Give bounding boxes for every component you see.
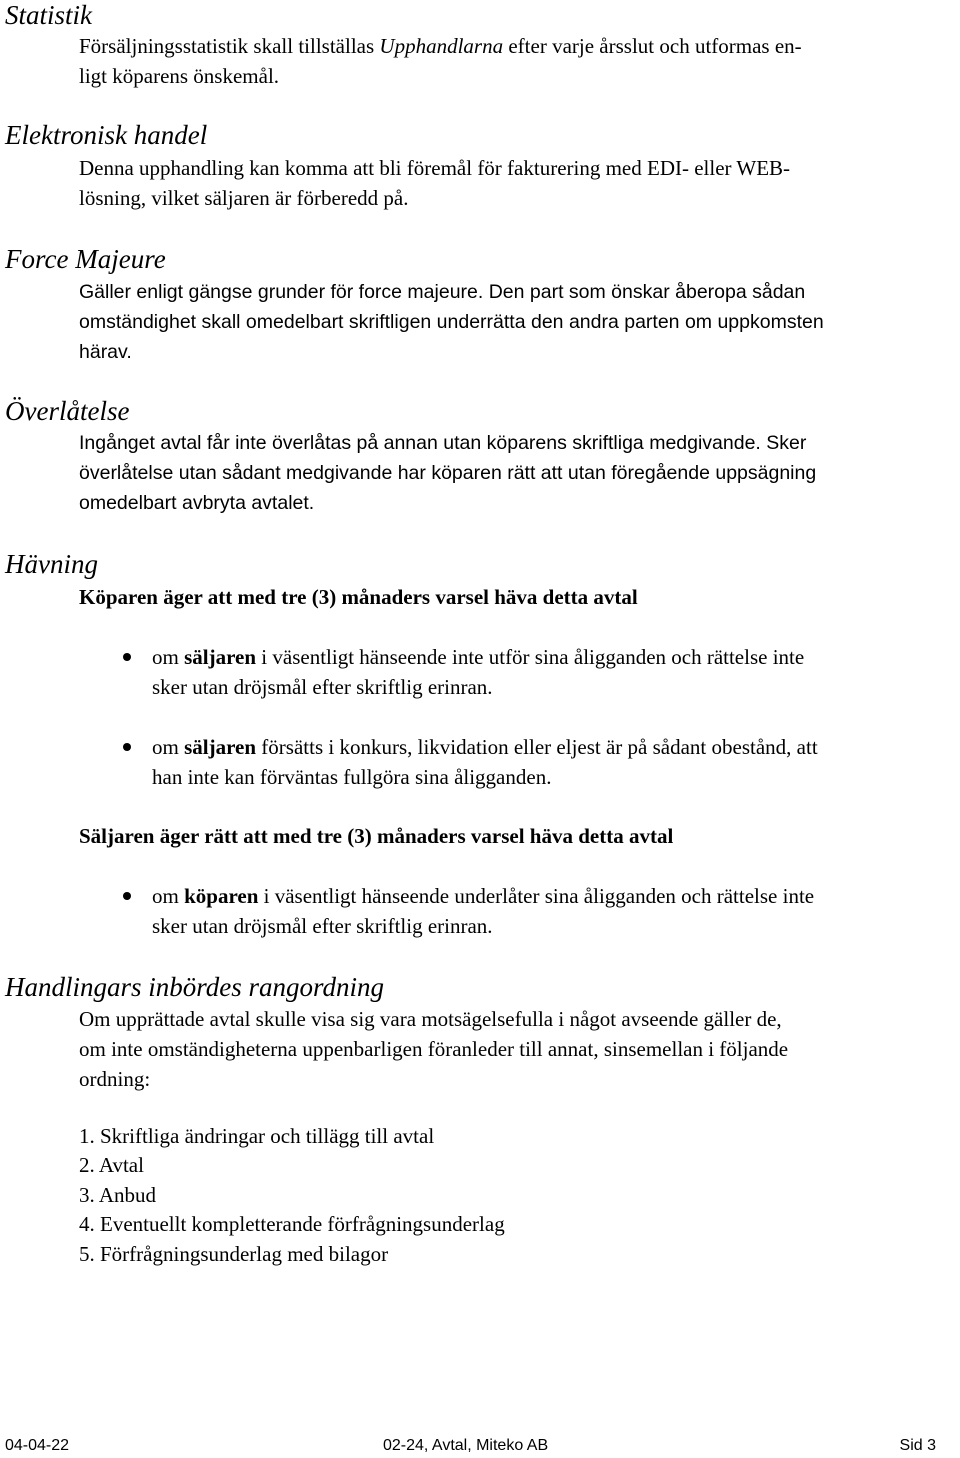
elektronisk-line2: lösning, vilket säljaren är förberedd på. [79, 186, 409, 210]
bullet-dot [123, 743, 131, 751]
bullet-line2: sker utan dröjsmål efter skriftlig erinran. [152, 675, 493, 699]
heading-elektronisk-handel: Elektronisk handel [5, 120, 208, 150]
rangordning-item-3: 3. Anbud [79, 1183, 157, 1207]
force-paragraph [79, 277, 954, 367]
havning-seller-lead: Säljaren äger rätt att med tre (3) månaders varsel häva detta avtal [79, 824, 674, 848]
heading-rangordning: Handlingars inbördes rangordning [5, 972, 385, 1002]
havning-seller-bullet-1 [152, 881, 957, 941]
rangordning-line3: ordning: [79, 1067, 151, 1091]
bullet-pre: om [152, 645, 185, 669]
statistik-text-after: efter varje årsslut och utformas en- [503, 34, 802, 58]
bullet-dot [123, 892, 131, 900]
statistik-text-before: Försäljningsstatistik skall tillställas [79, 34, 380, 58]
footer-reference: 02-24, Avtal, Miteko AB [383, 1437, 549, 1454]
elektronisk-paragraph [79, 153, 954, 213]
bullet-line2: sker utan dröjsmål efter skriftlig erinran. [152, 914, 493, 938]
bullet-bold-party: köparen [184, 884, 259, 908]
bullet-rest: i väsentligt hänseende inte utför sina åligganden och rättelse inte [256, 645, 805, 669]
rangordning-line1: Om upprättade avtal skulle visa sig vara motsägelsefulla i något avseende gäller de, [79, 1007, 782, 1031]
elektronisk-line1: Denna upphandling kan komma att bli föremål för fakturering med EDI- eller WEB- [79, 156, 791, 180]
rangordning-item-4: 4. Eventuellt kompletterande förfrågningsunderlag [79, 1212, 505, 1236]
rangordning-item-2: 2. Avtal [79, 1153, 144, 1177]
force-line1: Gäller enligt gängse grunder för force majeure. Den part som önskar åberopa sådan [79, 281, 806, 303]
havning-buyer-lead: Köparen äger att med tre (3) månaders varsel häva detta avtal [79, 585, 638, 609]
bullet-pre: om [152, 735, 185, 759]
overlatelse-paragraph [79, 428, 954, 518]
heading-statistik: Statistik [5, 0, 92, 30]
footer-date: 04-04-22 [5, 1437, 70, 1454]
bullet-line2: han inte kan förväntas fullgöra sina åligganden. [152, 765, 552, 789]
heading-havning: Hävning [5, 549, 98, 579]
statistik-text-italic: Upphandlarna [379, 34, 504, 58]
bullet-dot [123, 653, 131, 661]
bullet-bold-party: säljaren [184, 735, 257, 759]
overlatelse-line3: omedelbart avbryta avtalet. [79, 492, 315, 514]
footer-page-number: Sid 3 [899, 1437, 936, 1454]
rangordning-paragraph [79, 1004, 954, 1094]
overlatelse-line1: Ingånget avtal får inte överlåtas på annan utan köparens skriftliga medgivande. Sker [79, 432, 807, 454]
force-line2: omständighet skall omedelbart skriftligen underrätta den andra parten om uppkomsten [79, 311, 824, 333]
havning-buyer-bullet-2 [152, 732, 957, 792]
bullet-rest: i väsentligt hänseende underlåter sina åligganden och rättelse inte [258, 884, 815, 908]
rangordning-item-5: 5. Förfrågningsunderlag med bilagor [79, 1242, 389, 1266]
statistik-text-line2: ligt köparens önskemål. [79, 64, 280, 88]
rangordning-line2: om inte omständigheterna uppenbarligen föranleder till annat, sinsemellan i följande [79, 1037, 789, 1061]
bullet-rest: försätts i konkurs, likvidation eller eljest är på sådant obestånd, att [256, 735, 818, 759]
heading-overlatelse: Överlåtelse [5, 396, 130, 426]
statistik-paragraph [79, 31, 954, 91]
force-line3: härav. [79, 341, 132, 363]
havning-buyer-bullet-1 [152, 642, 957, 702]
rangordning-item-1: 1. Skriftliga ändringar och tillägg till avtal [79, 1124, 435, 1148]
overlatelse-line2: överlåtelse utan sådant medgivande har köparen rätt att utan föregående uppsägning [79, 462, 817, 484]
heading-force-majeure: Force Majeure [5, 244, 166, 274]
bullet-bold-party: säljaren [184, 645, 257, 669]
bullet-pre: om [152, 884, 185, 908]
